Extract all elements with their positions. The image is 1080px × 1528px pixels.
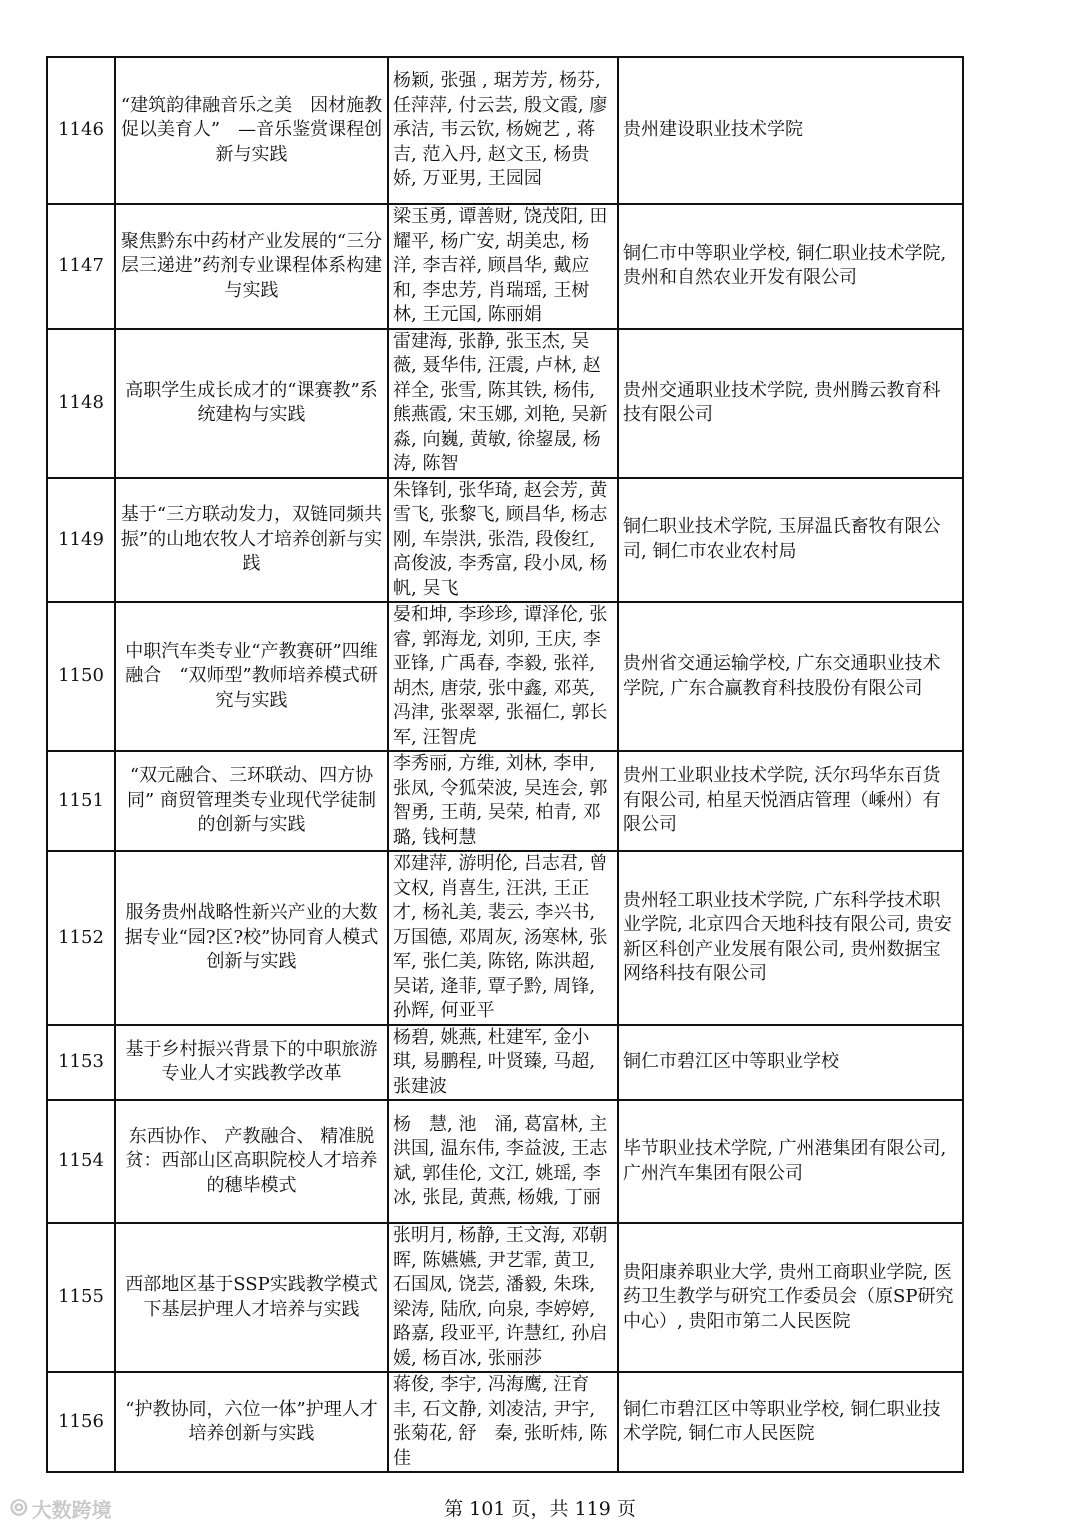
team-members: 杨 慧, 池 涌, 葛富林, 主洪国, 温东伟, 李益波, 王志斌, 郭佳伦, 文江, 姚瑶, 李冰, 张昆, 黄燕, 杨娥, 丁丽 bbox=[388, 1100, 618, 1223]
row-number: 1146 bbox=[47, 57, 115, 204]
row-number: 1153 bbox=[47, 1025, 115, 1101]
project-title: “双元融合、三环联动、四方协同” 商贸管理类专业现代学徒制的创新与实践 bbox=[115, 751, 388, 851]
team-members: 雷建海, 张静, 张玉杰, 吴薇, 聂华伟, 汪震, 卢林, 赵祥全, 张雪, 陈其铁, 杨伟, 熊燕霞, 宋玉娜, 刘艳, 吴新淼, 向巍, 黄敏, 徐鋆晟, 杨涛, 陈智 bbox=[388, 329, 618, 478]
table-row bbox=[47, 204, 963, 329]
table-row bbox=[47, 851, 963, 1025]
table-row bbox=[47, 329, 963, 478]
project-title: 服务贵州战略性新兴产业的大数据专业“园?区?校”协同育人模式创新与实践 bbox=[115, 851, 388, 1025]
completing-units: 贵州轻工职业技术学院, 广东科学技术职业学院, 北京四合天地科技有限公司, 贵安新区科创产业发展有限公司, 贵州数据宝网络科技有限公司 bbox=[618, 851, 963, 1025]
completing-units: 毕节职业技术学院, 广州港集团有限公司, 广州汽车集团有限公司 bbox=[618, 1100, 963, 1223]
project-title: 基于乡村振兴背景下的中职旅游专业人才实践教学改革 bbox=[115, 1025, 388, 1101]
table-row bbox=[47, 751, 963, 851]
completing-units: 贵州省交通运输学校, 广东交通职业技术学院, 广东合赢教育科技股份有限公司 bbox=[618, 602, 963, 751]
row-number: 1149 bbox=[47, 478, 115, 603]
project-title: 聚焦黔东中药材产业发展的“三分层三递进”药剂专业课程体系构建与实践 bbox=[115, 204, 388, 329]
row-number: 1150 bbox=[47, 602, 115, 751]
team-members: 晏和坤, 李珍珍, 谭泽伦, 张睿, 郭海龙, 刘卯, 王庆, 李亚锋, 广禹春, 李毅, 张祥, 胡杰, 唐荥, 张中鑫, 邓英, 冯津, 张翠翠, 张福仁, 郭长军, 汪智虎 bbox=[388, 602, 618, 751]
page-footer: 第 101 页，共 119 页 bbox=[444, 1498, 636, 1520]
achievement-table bbox=[46, 56, 964, 1473]
row-number: 1154 bbox=[47, 1100, 115, 1223]
weibo-icon: ⦾ bbox=[10, 1496, 28, 1521]
row-number: 1148 bbox=[47, 329, 115, 478]
table-row bbox=[47, 478, 963, 603]
table-row bbox=[47, 1372, 963, 1472]
project-title: 基于“三方联动发力，双链同频共振”的山地农牧人才培养创新与实践 bbox=[115, 478, 388, 603]
project-title: “护教协同，六位一体”护理人才培养创新与实践 bbox=[115, 1372, 388, 1472]
completing-units: 铜仁市中等职业学校, 铜仁职业技术学院, 贵州和自然农业开发有限公司 bbox=[618, 204, 963, 329]
project-title: 高职学生成长成才的“课赛教”系统建构与实践 bbox=[115, 329, 388, 478]
completing-units: 铜仁市碧江区中等职业学校, 铜仁职业技术学院, 铜仁市人民医院 bbox=[618, 1372, 963, 1472]
project-title: “建筑韵律融音乐之美 因材施教促以美育人” —音乐鉴赏课程创新与实践 bbox=[115, 57, 388, 204]
completing-units: 贵阳康养职业大学, 贵州工商职业学院, 医药卫生教学与研究工作委员会（原SP研究中心）, 贵阳市第二人民医院 bbox=[618, 1223, 963, 1372]
team-members: 邓建萍, 游明伦, 吕志君, 曾文权, 肖喜生, 汪洪, 王正才, 杨礼美, 裴云, 李兴书, 万国德, 邓周灰, 汤寒林, 张军, 张仁美, 陈铭, 陈洪超, 吴诺, 逄菲, 覃子黔, 周锋, 孙辉, 何亚平 bbox=[388, 851, 618, 1025]
team-members: 朱锋钊, 张华琦, 赵会芳, 黄雪飞, 张黎飞, 顾昌华, 杨志刚, 车崇洪, 张浩, 段俊红, 高俊波, 李秀富, 段小凤, 杨帆, 吴飞 bbox=[388, 478, 618, 603]
project-title: 中职汽车类专业“产教赛研”四维融合 “双师型”教师培养模式研究与实践 bbox=[115, 602, 388, 751]
row-number: 1151 bbox=[47, 751, 115, 851]
row-number: 1152 bbox=[47, 851, 115, 1025]
team-members: 杨颖, 张强 , 琚芳芳, 杨芬, 任萍萍, 付云芸, 殷文霞, 廖承洁, 韦云钦, 杨婉艺 , 蒋吉, 范入丹, 赵文玉, 杨贵娇, 万亚男, 王园园 bbox=[388, 57, 618, 204]
table-row bbox=[47, 1223, 963, 1372]
table-row bbox=[47, 1100, 963, 1223]
project-title: 西部地区基于SSP实践教学模式下基层护理人才培养与实践 bbox=[115, 1223, 388, 1372]
watermark-text: 大数跨境 bbox=[31, 1498, 112, 1522]
completing-units: 贵州工业职业技术学院, 沃尔玛华东百货有限公司, 柏星天悦酒店管理（嵊州）有限公司 bbox=[618, 751, 963, 851]
table-row bbox=[47, 57, 963, 204]
row-number: 1155 bbox=[47, 1223, 115, 1372]
team-members: 李秀丽, 方维, 刘林, 李申, 张凤, 令狐荣波, 吴连会, 郭智勇, 王萌, 吴荣, 柏青, 邓璐, 钱柯慧 bbox=[388, 751, 618, 851]
row-number: 1156 bbox=[47, 1372, 115, 1472]
row-number: 1147 bbox=[47, 204, 115, 329]
completing-units: 铜仁职业技术学院, 玉屏温氏畜牧有限公司, 铜仁市农业农村局 bbox=[618, 478, 963, 603]
team-members: 梁玉勇, 谭善财, 饶茂阳, 田耀平, 杨广安, 胡美忠, 杨洋, 李吉祥, 顾昌华, 戴应和, 李忠芳, 肖瑞瑶, 王树林, 王元国, 陈丽娟 bbox=[388, 204, 618, 329]
team-members: 蒋俊, 李宇, 冯海鹰, 汪育丰, 石文静, 刘凌洁, 尹宇, 张菊花, 舒 秦, 张昕炜, 陈佳 bbox=[388, 1372, 618, 1472]
watermark bbox=[10, 1494, 112, 1523]
completing-units: 贵州交通职业技术学院, 贵州腾云教育科技有限公司 bbox=[618, 329, 963, 478]
team-members: 杨碧, 姚燕, 杜建军, 金小琪, 易鹏程, 叶贤臻, 马超, 张建波 bbox=[388, 1025, 618, 1101]
table-row bbox=[47, 602, 963, 751]
project-title: 东西协作、 产教融合、 精准脱贫：西部山区高职院校人才培养的穗毕模式 bbox=[115, 1100, 388, 1223]
table-row bbox=[47, 1025, 963, 1101]
completing-units: 铜仁市碧江区中等职业学校 bbox=[618, 1025, 963, 1101]
team-members: 张明月, 杨静, 王文海, 邓朝晖, 陈嬿嬿, 尹艺霏, 黄卫, 石国凤, 饶芸, 潘毅, 朱珠, 梁涛, 陆欣, 向泉, 李婷婷, 路嘉, 段亚平, 许慧红, 孙启媛, 杨百冰, 张丽莎 bbox=[388, 1223, 618, 1372]
completing-units: 贵州建设职业技术学院 bbox=[618, 57, 963, 204]
